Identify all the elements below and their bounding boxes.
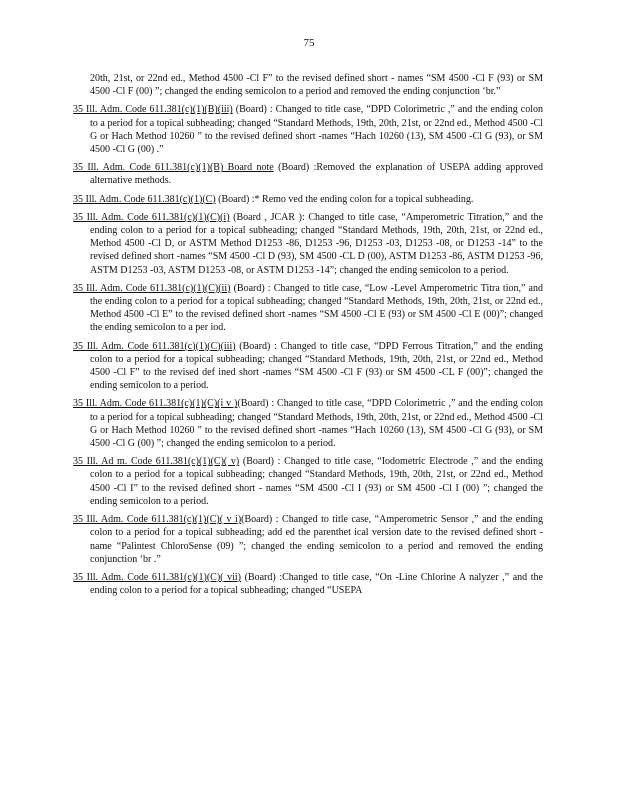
amendment-entry (73, 455, 543, 508)
amendment-entry (73, 340, 543, 393)
code-citation: 35 Ill. Adm. Code 611.381(c)(1)(B) Board note (73, 162, 274, 174)
code-citation: 35 Ill. Adm. Code 611.381(c)(1)(C) (73, 193, 216, 205)
amendment-entry (73, 103, 543, 156)
entry-text: 20th, 21st, or 22nd ed., Method 4500 -Cl F” to the revised defined short - names “SM 4500 -Cl F (93) or SM 4500 -Cl F (00) ”; changed the ending semicolon to a period and removed the ending conjunction ‘br.” (90, 73, 543, 98)
code-citation: 35 Ill. Adm. Code 611.381(c)(1)(C)(iii) (73, 340, 236, 352)
entry-text: (Board) : Changed to title case, “DPD Colorimetric ,” and the ending colon to a period for a topical subheading; changed “Standard Methods, 19th, 20th, 21st, or 22nd ed., Method 4500 -Cl G or Hach Method 10260 ” to the revised defined short -names “Hach 10260 (13), SM 4500 -Cl G (93), or SM 4500 -Cl G (00) ”; changed the ending semicolon to a period. (90, 398, 543, 450)
entry-text: (Board) : Changed to title case, “Amperometric Sensor ,” and the ending colon to a period for a topical subheading; add ed the parenthet ical version date to the revised defined short - name “Palintest ChloroSense (09) ”; changed the ending semicolon to a period and removed the ending conjunction ‘br .” (90, 514, 543, 565)
code-citation: 35 Ill. Ad m. Code 611.381(c)(1)(C)( v) (73, 456, 240, 468)
amendment-entry (73, 282, 543, 335)
entry-text: (Board) : Changed to title case, “Low -Level Amperometric Titra tion,” and the ending colon to a period for a topical subheading; changed “Standard Methods, 19th, 20th, 21st, or 22nd ed., Method 4500 -Cl E” to the revised defined short -names “SM 4500 -Cl E (93) or SM 4500 -Cl E (00)”; changed the ending semicolon to a per iod. (90, 282, 543, 334)
entry-text: (Board) : Changed to title case, “Iodometric Electrode ,” and the ending colon to a period for a topical subheading; changed “Standard Methods, 19th, 20th, 21st, or 22nd ed., Method 4500 -Cl I” to the revised defined short - names “SM 4500 -Cl I (93) or SM 4500 -Cl I (00) ”; changed the ending semicolon to a period. (90, 456, 543, 507)
entry-text: (Board) :Changed to title case, “On -Line Chlorine A nalyzer ,” and the ending colon to a period for a topical subheading; changed “USEPA (90, 571, 543, 597)
code-citation: 35 Ill. Adm. Code 611.381(c)(1)(C)( v i) (73, 514, 242, 526)
entry-text: (Board) : Changed to title case, “DPD Ferrous Titration,” and the ending colon to a period for a topical subheading; changed “Standard Methods, 19th, 20th, 21st, or 22nd ed., Method 4500 -Cl F” to the revised def ined short -names “SM 4500 -Cl F (93) or SM 4500 -CL F (00)”; changed the ending semicolon to a period. (90, 340, 543, 392)
amendment-entry (73, 211, 543, 277)
code-citation: 35 Ill. Adm. Code 611.381(c)(1)(B)(iii) (73, 104, 233, 116)
amendment-entry (73, 571, 543, 597)
page-number: 75 (303, 37, 315, 49)
amendment-entry (73, 513, 543, 566)
amendment-entry (73, 397, 543, 450)
page-body (73, 72, 543, 597)
continuation-paragraph (73, 72, 543, 98)
code-citation: 35 Ill. Adm. Code 611.381(c)(1)(C)(i v ) (73, 398, 238, 410)
entry-text: (Board) : Changed to title case, “DPD Colorimetric ,” and the ending colon to a period for a topical subheading; changed “Standard Methods, 19th, 20th, 21st, or 22nd ed., Method 4500 -Cl G or Hach Method 10260 ” to the revised defined short -names “Hach 10260 (13), SM 4500 -Cl G (93), or SM 4500 -Cl G (00) .” (90, 104, 544, 156)
entry-text: (Board) :* Remo ved the ending colon for a topical subheading. (215, 193, 474, 205)
entry-text: (Board) :Removed the explanation of USEPA adding approved alternative methods. (90, 162, 543, 187)
code-citation: 35 Ill. Adm. Code 611.381(c)(1)(C)(ii) (73, 282, 231, 294)
amendment-entry (73, 161, 543, 187)
code-citation: 35 Ill. Adm. Code 611.381(c)(1)(C)(i) (73, 211, 230, 223)
entry-text: (Board , JCAR ): Changed to title case, “Amperometric Titration,” and the ending colon to a period for a topical subheading; changed “Standard Methods, 19th, 20th, 21st, or 22nd ed., Method 4500 -Cl D, or ASTM Method D1253 -86, D1253 -96, D1253 -03, D1253 -08, or D1253 -14” to the revised defined short -names “SM 4500 -Cl D (93), SM 4500 -CL D (00), ASTM D1253 -86, ASTM D1253 -96, ASTM D1253 -03, ASTM D1253 -08, or ASTM D1253 -14”; changed the ending semicolon to a period. (90, 211, 543, 276)
code-citation: 35 Ill. Adm. Code 611.381(c)(1)(C)( vii) (73, 571, 241, 583)
amendment-entry (73, 193, 543, 206)
